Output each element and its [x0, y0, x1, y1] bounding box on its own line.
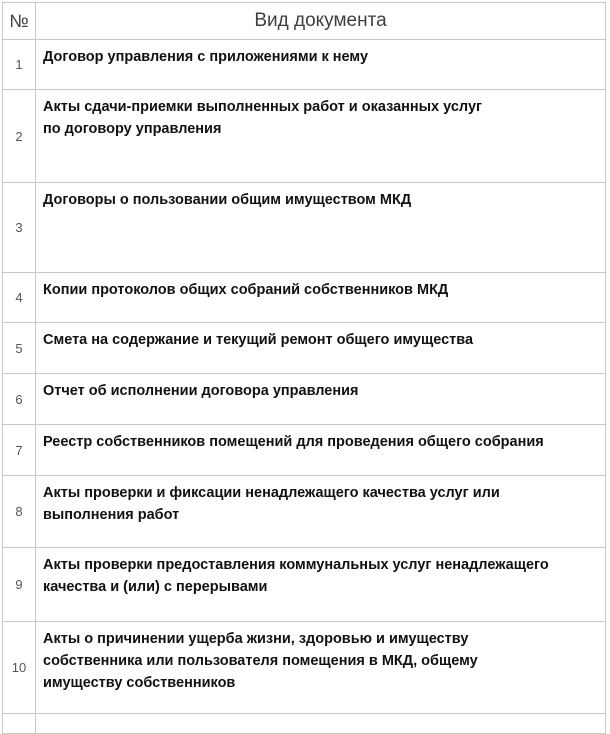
table-row	[3, 714, 606, 734]
table-row	[3, 425, 606, 476]
table-row	[3, 374, 606, 425]
header-row	[3, 3, 606, 40]
document-type-line: Договор управления с приложениями к нему	[43, 49, 369, 65]
document-type-line: Акты о причинении ущерба жизни, здоровью и имуществу	[43, 631, 469, 647]
table-row	[3, 476, 606, 548]
document-type	[36, 714, 606, 734]
document-type-line: Акты сдачи-приемки выполненных работ и оказанных услуг	[43, 99, 483, 115]
row-number: 4	[3, 273, 36, 323]
document-type-line: Смета на содержание и текущий ремонт общего имущества	[43, 332, 474, 348]
document-type-line: по договору управления	[43, 121, 222, 137]
document-type-line: Реестр собственников помещений для проведения общего собрания	[43, 434, 544, 450]
document-type	[36, 40, 606, 90]
document-type	[36, 548, 606, 622]
document-type-line: Копии протоколов общих собраний собственников МКД	[43, 282, 449, 298]
row-number: 2	[3, 90, 36, 183]
row-number: 1	[3, 40, 36, 90]
header-number: №	[3, 3, 36, 40]
document-type-line: качества и (или) с перерывами	[43, 579, 268, 595]
table-row	[3, 183, 606, 273]
table-row	[3, 323, 606, 374]
table-row	[3, 273, 606, 323]
document-type	[36, 622, 606, 714]
document-type	[36, 90, 606, 183]
document-type	[36, 183, 606, 273]
header-title: Вид документа	[36, 3, 606, 40]
document-type-line: собственника или пользователя помещения в МКД, общему	[43, 653, 478, 669]
document-type-line: имуществу собственников	[43, 675, 236, 691]
row-number: 3	[3, 183, 36, 273]
row-number: 5	[3, 323, 36, 374]
document-type	[36, 476, 606, 548]
table-row	[3, 40, 606, 90]
row-number: 8	[3, 476, 36, 548]
document-type	[36, 273, 606, 323]
document-type-line: Акты проверки предоставления коммунальных услуг ненадлежащего	[43, 557, 549, 573]
row-number: 7	[3, 425, 36, 476]
row-number: 10	[3, 622, 36, 714]
document-type-line: Договоры о пользовании общим имуществом МКД	[43, 192, 412, 208]
table-row	[3, 90, 606, 183]
document-type	[36, 374, 606, 425]
document-type-line: Отчет об исполнении договора управления	[43, 383, 359, 399]
document-type	[36, 323, 606, 374]
documents-table	[2, 2, 606, 734]
table-row	[3, 622, 606, 714]
row-number: 6	[3, 374, 36, 425]
table-row	[3, 548, 606, 622]
document-type-line: Акты проверки и фиксации ненадлежащего качества услуг или	[43, 485, 500, 501]
document-type	[36, 425, 606, 476]
document-type-line: выполнения работ	[43, 507, 180, 523]
row-number	[3, 714, 36, 734]
row-number: 9	[3, 548, 36, 622]
